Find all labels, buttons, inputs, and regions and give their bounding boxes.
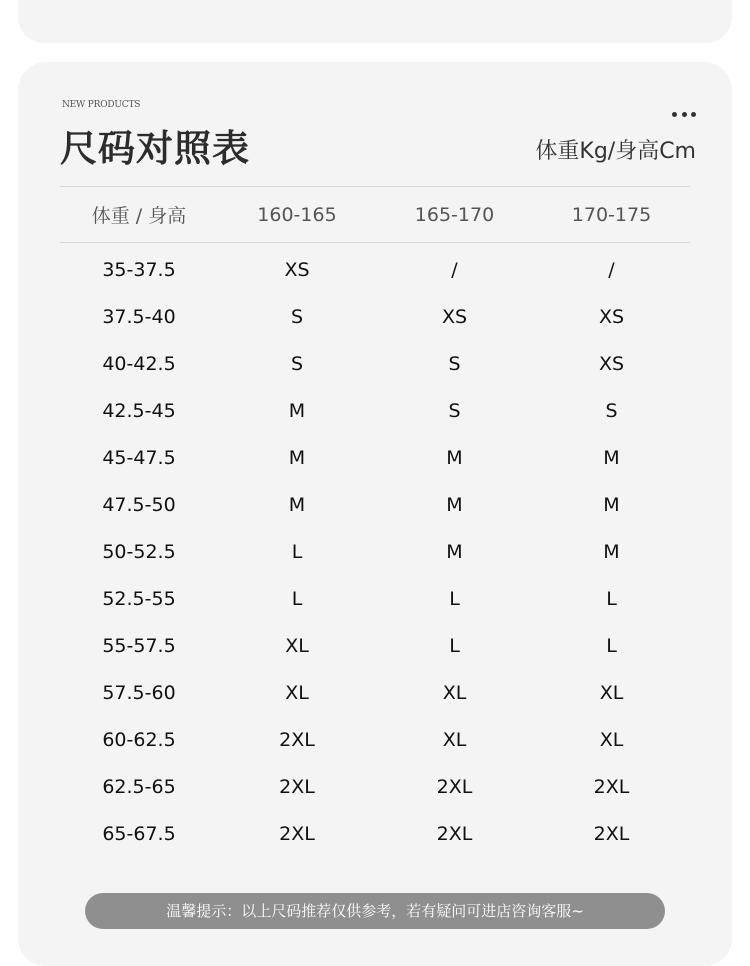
- size-cell: M: [446, 540, 463, 563]
- size-cell: 2XL: [593, 775, 630, 798]
- column-header: 体重 / 身高: [91, 205, 187, 227]
- table-row: [60, 763, 690, 810]
- weight-cell: 47.5-50: [102, 493, 176, 516]
- more-dot: [691, 112, 696, 117]
- table-header-row: [60, 187, 690, 242]
- new-products-label: NEW PRODUCTS: [62, 100, 141, 110]
- weight-cell: 52.5-55: [102, 587, 176, 610]
- size-cell: XS: [598, 352, 625, 375]
- unit-label: 体重Kg/身高Cm: [535, 139, 696, 164]
- tip-banner: 温馨提示：以上尺码推荐仅供参考，若有疑问可进店咨询客服~: [85, 893, 665, 929]
- weight-cell: 55-57.5: [102, 634, 176, 657]
- table-row: [60, 575, 690, 622]
- weight-cell: 62.5-65: [102, 775, 176, 798]
- size-cell: L: [291, 587, 303, 610]
- table-row: [60, 669, 690, 716]
- size-cell: XS: [284, 258, 310, 281]
- table-row: [60, 340, 690, 387]
- table-row: [60, 242, 690, 293]
- weight-cell: 50-52.5: [102, 540, 176, 563]
- column-header: 165-170: [414, 203, 495, 226]
- weight-cell: 40-42.5: [102, 352, 176, 375]
- size-cell: XS: [441, 305, 468, 328]
- size-cell: M: [603, 540, 620, 563]
- size-cell: S: [605, 399, 618, 422]
- size-cell: 2XL: [593, 822, 630, 845]
- table-row: [60, 387, 690, 434]
- size-cell: XL: [442, 681, 467, 704]
- weight-cell: 65-67.5: [102, 822, 176, 845]
- table-row: [60, 810, 690, 857]
- column-header: 170-175: [571, 203, 652, 226]
- size-cell: /: [451, 258, 458, 281]
- size-cell: XS: [598, 305, 625, 328]
- top-card: [18, 0, 732, 43]
- table-row: [60, 434, 690, 481]
- weight-cell: 42.5-45: [102, 399, 176, 422]
- size-cell: M: [446, 446, 463, 469]
- table-row: [60, 528, 690, 575]
- weight-cell: 57.5-60: [102, 681, 176, 704]
- more-dot: [672, 112, 677, 117]
- weight-cell: 60-62.5: [102, 728, 176, 751]
- size-cell: M: [446, 493, 463, 516]
- size-cell: M: [288, 399, 306, 422]
- size-cell: L: [606, 587, 617, 610]
- size-cell: M: [603, 446, 620, 469]
- size-cell: 2XL: [436, 775, 473, 798]
- table-row: [60, 622, 690, 669]
- weight-cell: 35-37.5: [102, 258, 176, 281]
- table-row: [60, 293, 690, 340]
- weight-cell: 37.5-40: [102, 305, 176, 328]
- size-cell: 2XL: [279, 822, 315, 845]
- size-cell: M: [288, 493, 306, 516]
- size-cell: 2XL: [279, 775, 315, 798]
- page-title: 尺码对照表: [60, 127, 250, 170]
- size-cell: L: [291, 540, 303, 563]
- size-cell: XL: [285, 634, 309, 657]
- more-dot: [682, 112, 687, 117]
- size-table: [60, 187, 690, 857]
- size-cell: L: [449, 587, 460, 610]
- size-cell: M: [288, 446, 306, 469]
- size-cell: L: [606, 634, 617, 657]
- size-cell: S: [290, 305, 304, 328]
- size-cell: M: [603, 493, 620, 516]
- size-cell: XL: [442, 728, 467, 751]
- more-dots-icon[interactable]: [672, 108, 696, 120]
- table-row: [60, 716, 690, 763]
- size-cell: S: [290, 352, 304, 375]
- weight-cell: 45-47.5: [102, 446, 176, 469]
- table-row: [60, 481, 690, 528]
- size-cell: XL: [285, 681, 309, 704]
- size-cell: XL: [599, 681, 624, 704]
- size-cell: S: [448, 352, 461, 375]
- size-cell: L: [449, 634, 460, 657]
- size-cell: /: [608, 258, 615, 281]
- column-header: 160-165: [257, 203, 337, 226]
- size-cell: 2XL: [279, 728, 315, 751]
- size-cell: S: [448, 399, 461, 422]
- size-cell: XL: [599, 728, 624, 751]
- size-cell: 2XL: [436, 822, 473, 845]
